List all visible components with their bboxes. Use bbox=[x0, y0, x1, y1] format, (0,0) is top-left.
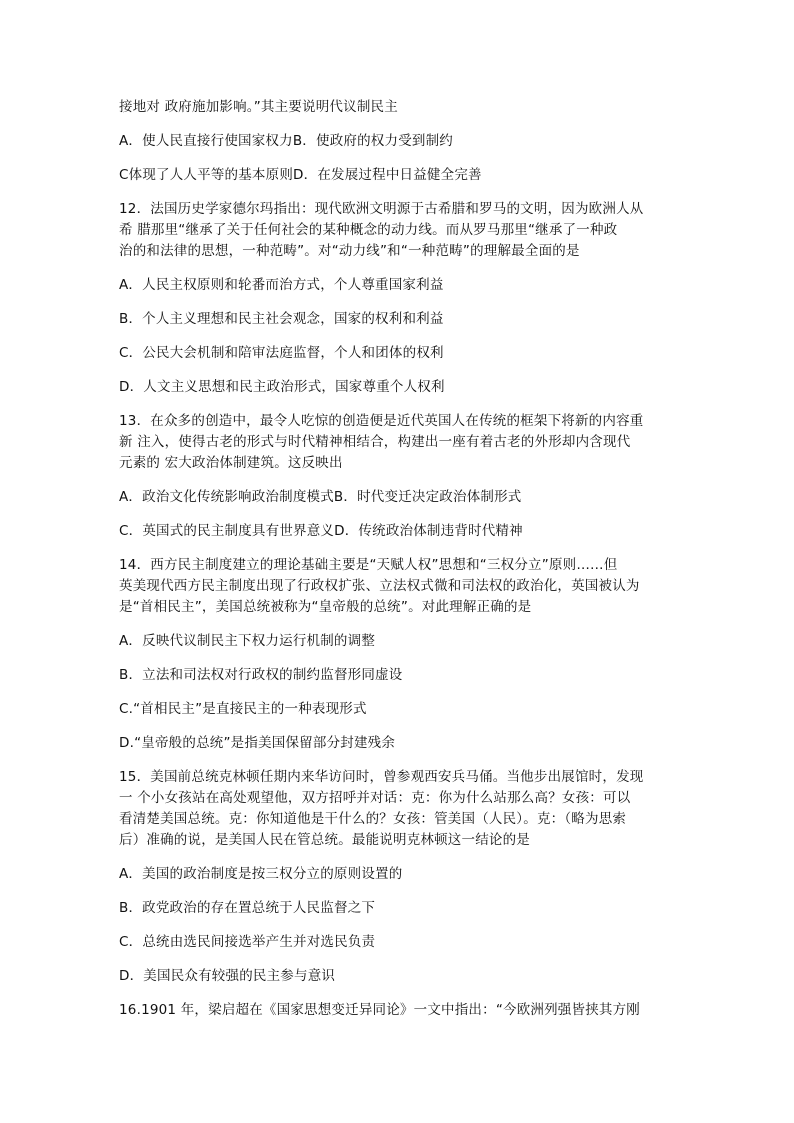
question-13-line-1: 13．在众多的创造中，最令人吃惊的创造便是近代英国人在传统的框架下将新的内容重 bbox=[119, 413, 644, 429]
question-13-line-3: 元素的 宏大政治体制建筑。这反映出 bbox=[119, 455, 343, 471]
option-b: B．个人主义理想和民主社会观念，国家的权利和利益 bbox=[119, 311, 444, 327]
question-15-line-1: 15．美国前总统克林顿任期内来华访问时，曾参观西安兵马俑。当他步出展馆时，发现 bbox=[119, 769, 644, 785]
option-a: A．美国的政治制度是按三权分立的原则设置的 bbox=[119, 866, 403, 882]
option-b: B．政党政治的存在置总统于人民监督之下 bbox=[119, 900, 376, 916]
option-d: D．美国民众有较强的民主参与意识 bbox=[119, 968, 336, 984]
question-14-line-3: 是“首相民主”，美国总统被称为“皇帝般的总统”。对此理解正确的是 bbox=[119, 599, 532, 615]
option-d: D.“皇帝般的总统”是指美国保留部分封建残余 bbox=[119, 735, 396, 751]
question-13-line-2: 新 注入，使得古老的形式与时代精神相结合，构建出一座有着古老的外形却内含现代 bbox=[119, 434, 631, 450]
question-12-line-3: 治的和法律的思想，一种范畴”。对“动力线”和“一种范畴”的理解最全面的是 bbox=[119, 243, 580, 259]
option-line: C体现了人人平等的基本原则D．在发展过程中日益健全完善 bbox=[119, 167, 482, 183]
text-line: 接地对 政府施加影响。”其主要说明代议制民主 bbox=[119, 99, 398, 115]
option-line: A．使人民直接行使国家权力B．使政府的权力受到制约 bbox=[119, 133, 453, 149]
question-14-line-2: 英美现代西方民主制度出现了行政权扩张、立法权式微和司法权的政治化，英国被认为 bbox=[119, 578, 640, 594]
option-a: A．人民主权原则和轮番而治方式，个人尊重国家利益 bbox=[119, 277, 444, 293]
option-a: A．反映代议制民主下权力运行机制的调整 bbox=[119, 633, 376, 649]
option-c: C．公民大会机制和陪审法庭监督，个人和团体的权利 bbox=[119, 345, 444, 361]
option-c: C.“首相民主”是直接民主的一种表现形式 bbox=[119, 701, 367, 717]
question-12-line-2: 希 腊那里“继承了关于任何社会的某种概念的动力线。而从罗马那里“继承了一种政 bbox=[119, 222, 618, 238]
option-line: A．政治文化传统影响政治制度模式B．时代变迁决定政治体制形式 bbox=[119, 489, 522, 505]
option-b: B．立法和司法权对行政权的制约监督形同虚设 bbox=[119, 667, 403, 683]
option-c: C．总统由选民间接选举产生并对选民负责 bbox=[119, 934, 376, 950]
question-14-line-1: 14．西方民主制度建立的理论基础主要是“天赋人权”思想和“三权分立”原则……但 bbox=[119, 557, 618, 573]
option-line: C．英国式的民主制度具有世界意义D．传统政治体制违背时代精神 bbox=[119, 523, 523, 539]
question-15-line-2: 一 个小女孩站在高处观望他，双方招呼并对话：克：你为什么站那么高？女孩：可以 bbox=[119, 790, 631, 806]
question-15-line-3: 看清楚美国总统。克：你知道他是干什么的？女孩：管美国（人民）。克：（略为思索 bbox=[119, 811, 627, 827]
option-d: D．人文主义思想和民主政治形式，国家尊重个人权利 bbox=[119, 379, 445, 395]
question-16-line-1: 16.1901 年，梁启超在《国家思想变迁异同论》一文中指出：“今欧洲列强皆挟其方刚 bbox=[119, 1002, 641, 1018]
question-15-line-4: 后）准确的说，是美国人民在管总统。最能说明克林顿这一结论的是 bbox=[119, 832, 530, 848]
question-12-line-1: 12．法国历史学家德尔玛指出：现代欧洲文明源于古希腊和罗马的文明，因为欧洲人从 bbox=[119, 201, 644, 217]
